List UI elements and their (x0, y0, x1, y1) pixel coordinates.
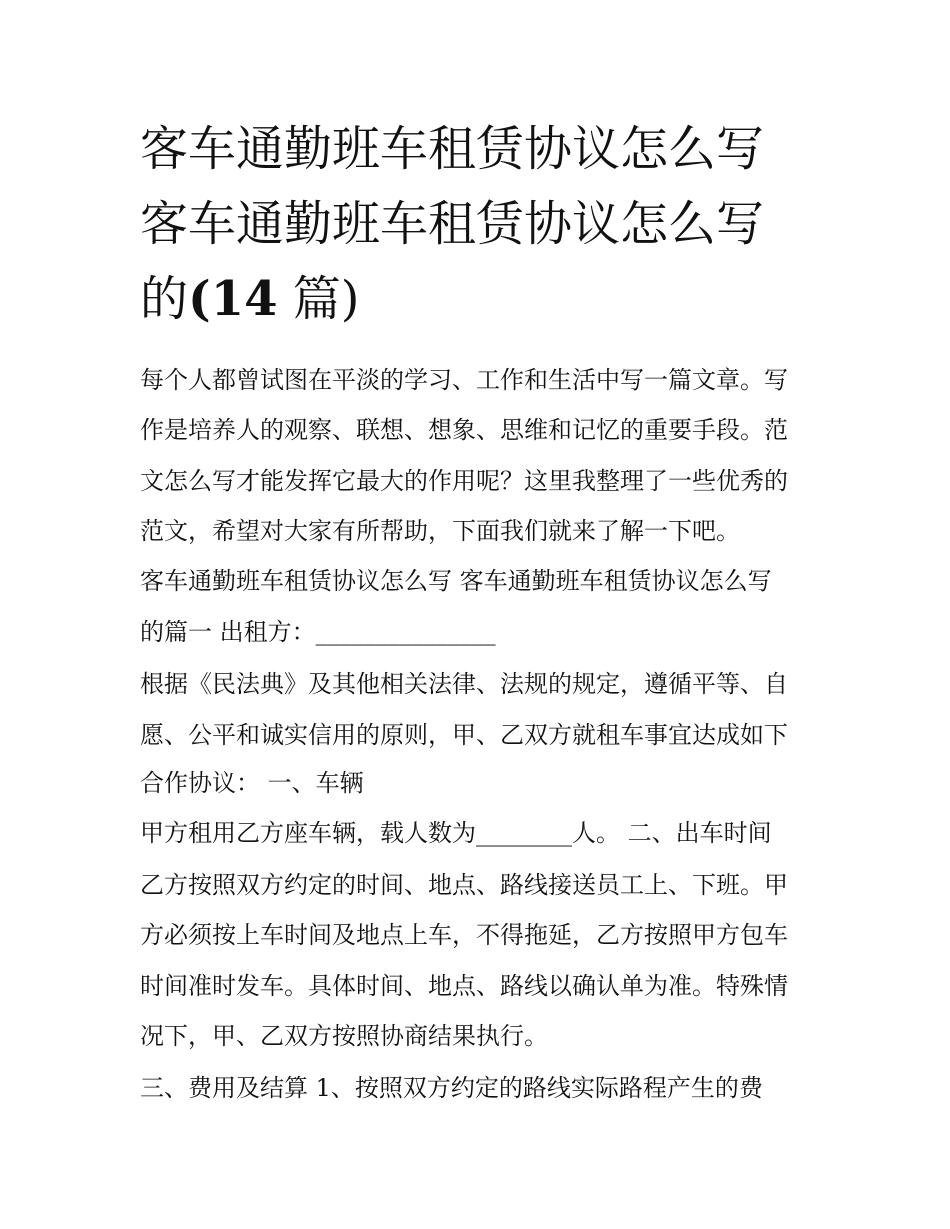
body-line-4: 甲方租用乙方座车辆，载人数为________人。 二、出车时间 (140, 819, 772, 847)
title-line-1: 客车通勤班车租赁协议怎么写 (140, 121, 765, 177)
section-heading-line-2: 的篇一 出租方：_______________ (140, 618, 496, 646)
title-line-2: 客车通勤班车租赁协议怎么写 (140, 196, 765, 252)
body-line-2: 愿、公平和诚实信用的原则，甲、乙双方就租车事宜达成如下 (140, 721, 788, 749)
body-line-9: 三、费用及结算 1、按照双方约定的路线实际路程产生的费 (140, 1074, 763, 1102)
body-line-6: 方必须按上车时间及地点上车，不得拖延，乙方按照甲方包车 (140, 921, 788, 949)
body-line-1: 根据《民法典》及其他相关法律、法规的规定，遵循平等、自 (140, 670, 788, 698)
intro-line-1: 每个人都曾试图在平淡的学习、工作和生活中写一篇文章。写 (140, 366, 788, 394)
section-heading-line-1: 客车通勤班车租赁协议怎么写 客车通勤班车租赁协议怎么写 (140, 567, 772, 595)
intro-line-4: 范文，希望对大家有所帮助，下面我们就来了解一下吧。 (140, 517, 740, 545)
title-line-3 (140, 262, 820, 337)
document-title (140, 112, 820, 337)
intro-line-2: 作是培养人的观察、联想、想象、思维和记忆的重要手段。范 (140, 416, 788, 444)
title-count: (14 (188, 271, 278, 327)
body-line-3: 合作协议： 一、车辆 (140, 769, 364, 797)
body-line-5: 乙方按照双方约定的时间、地点、路线接送员工上、下班。甲 (140, 871, 788, 899)
title-line-3-prefix: 的 (140, 271, 189, 327)
intro-line-3: 文怎么写才能发挥它最大的作用呢？这里我整理了一些优秀的 (140, 467, 788, 495)
body-line-8: 况下，甲、乙双方按照协商结果执行。 (140, 1022, 548, 1050)
title-line-3-suffix: 篇) (277, 271, 360, 327)
body-line-7: 时间准时发车。具体时间、地点、路线以确认单为准。特殊情 (140, 972, 788, 1000)
